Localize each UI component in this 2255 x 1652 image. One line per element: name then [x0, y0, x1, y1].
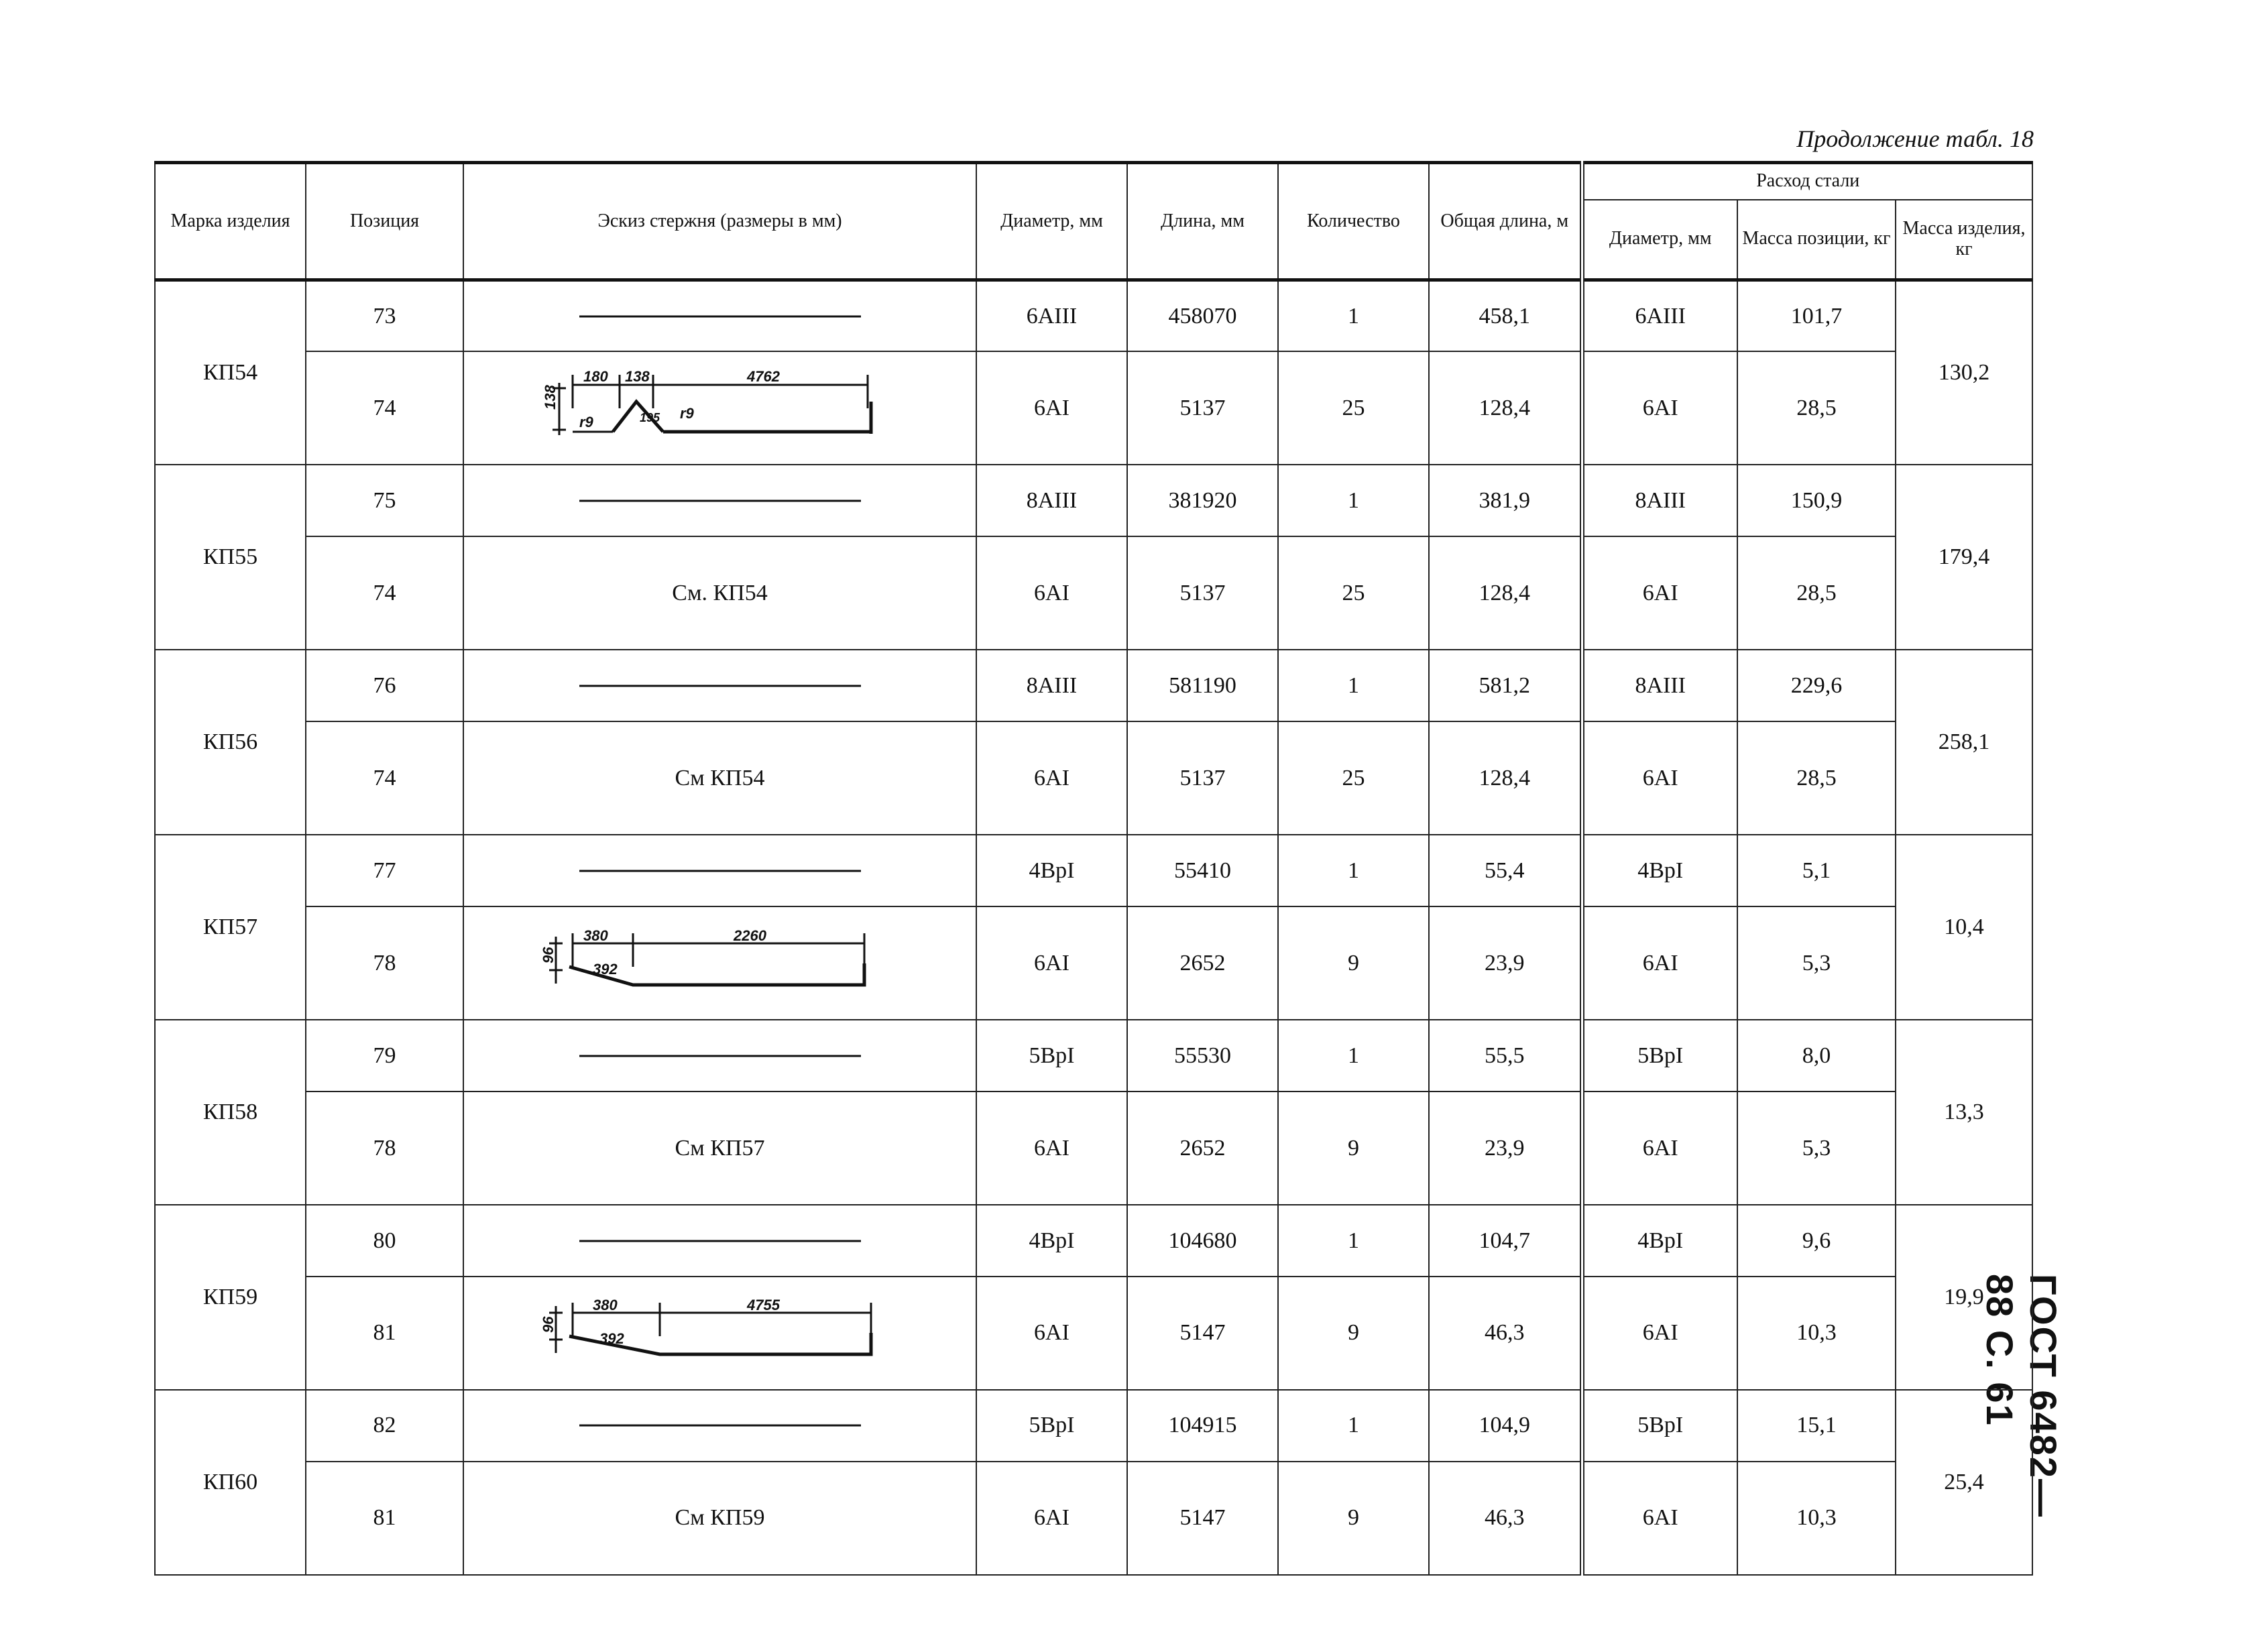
total-length: 23,9: [1429, 906, 1582, 1020]
bar-quantity: 1: [1278, 650, 1429, 721]
position-mass: 28,5: [1737, 721, 1896, 835]
straight-rebar-sketch: [546, 864, 894, 878]
rebar-sketch-cell: [463, 536, 976, 650]
item-mass: 258,1: [1896, 650, 2032, 835]
rebar-sketch-cell: [463, 835, 976, 906]
steel-diameter: 5BpI: [1582, 1020, 1737, 1092]
rebar-sketch-cell: [463, 1020, 976, 1092]
position-number: 74: [306, 721, 463, 835]
rebar-sketch-cell: [463, 906, 976, 1020]
dimension-label: 138: [624, 367, 650, 385]
sketch-reference: См КП59: [675, 1505, 765, 1531]
sketch-reference: См КП54: [675, 765, 765, 790]
bar-diameter: 5BpI: [976, 1390, 1127, 1462]
bar-length: 5147: [1127, 1277, 1278, 1390]
table-row: [155, 280, 2032, 352]
header-length: Длина, мм: [1127, 163, 1278, 280]
bar-length: 581190: [1127, 650, 1278, 721]
table-row: [155, 1390, 2032, 1462]
bar-diameter: 6AI: [976, 536, 1127, 650]
bar-length: 55530: [1127, 1020, 1278, 1092]
dimension-label: 392: [592, 960, 618, 978]
bar-diameter: 6AI: [976, 906, 1127, 1020]
steel-diameter: 6AIII: [1582, 280, 1737, 352]
rebar-sketch-a: [541, 367, 894, 449]
bar-quantity: 1: [1278, 465, 1429, 536]
position-number: 81: [306, 1277, 463, 1390]
item-mass: 179,4: [1896, 465, 2032, 650]
position-mass: 28,5: [1737, 351, 1896, 465]
bar-quantity: 9: [1278, 906, 1429, 1020]
bar-diameter: 4BpI: [976, 835, 1127, 906]
position-mass: 101,7: [1737, 280, 1896, 352]
bar-quantity: 25: [1278, 536, 1429, 650]
bar-length: 5137: [1127, 536, 1278, 650]
bar-quantity: 9: [1278, 1462, 1429, 1575]
position-number: 81: [306, 1462, 463, 1575]
bar-length: 5147: [1127, 1462, 1278, 1575]
rebar-sketch-cell: [463, 1462, 976, 1575]
header-total-length: Общая длина, м: [1429, 163, 1582, 280]
rebar-sketch-cell: [463, 650, 976, 721]
table-caption: Продолжение табл. 18: [1796, 125, 2034, 152]
bar-diameter: 6AI: [976, 351, 1127, 465]
item-mass: 13,3: [1896, 1020, 2032, 1205]
position-mass: 10,3: [1737, 1277, 1896, 1390]
position-number: 79: [306, 1020, 463, 1092]
rebar-sketch-cell: [463, 351, 976, 465]
bar-quantity: 25: [1278, 351, 1429, 465]
total-length: 55,5: [1429, 1020, 1582, 1092]
item-mark: КП55: [155, 465, 306, 650]
position-mass: 28,5: [1737, 536, 1896, 650]
total-length: 104,9: [1429, 1390, 1582, 1462]
bar-quantity: 1: [1278, 1390, 1429, 1462]
reinforcement-table: [154, 161, 2033, 1576]
position-mass: 5,1: [1737, 835, 1896, 906]
dimension-label: 138: [541, 385, 559, 410]
steel-diameter: 4BpI: [1582, 835, 1737, 906]
bar-length: 55410: [1127, 835, 1278, 906]
table-row: [155, 1020, 2032, 1092]
steel-diameter: 6AI: [1582, 1462, 1737, 1575]
item-mark: КП54: [155, 280, 306, 465]
header-steel-consumption: Расход стали: [1582, 163, 2032, 200]
dimension-label: 380: [583, 927, 608, 944]
dimension-label: r9: [679, 404, 694, 422]
position-mass: 8,0: [1737, 1020, 1896, 1092]
table-row: [155, 465, 2032, 536]
item-mark: КП58: [155, 1020, 306, 1205]
total-length: 23,9: [1429, 1092, 1582, 1205]
steel-diameter: 6AI: [1582, 1092, 1737, 1205]
dimension-label: 2260: [733, 927, 766, 944]
total-length: 381,9: [1429, 465, 1582, 536]
table-row: [155, 1205, 2032, 1277]
sketch-reference: См. КП54: [672, 580, 768, 605]
bar-diameter: 6AI: [976, 1092, 1127, 1205]
bar-diameter: 8AIII: [976, 650, 1127, 721]
total-length: 458,1: [1429, 280, 1582, 352]
bar-quantity: 9: [1278, 1277, 1429, 1390]
dimension-label: 96: [539, 947, 557, 963]
bar-length: 381920: [1127, 465, 1278, 536]
table-row: [155, 536, 2032, 650]
position-number: 74: [306, 351, 463, 465]
header-quantity: Количество: [1278, 163, 1429, 280]
dimension-label: r9: [579, 413, 593, 430]
item-mark: КП57: [155, 835, 306, 1020]
dimension-label: 195: [639, 410, 660, 424]
dimension-label: 392: [599, 1330, 624, 1348]
position-number: 77: [306, 835, 463, 906]
header-item-mass: Масса изделия, кг: [1896, 200, 2032, 280]
header-position-mass: Масса позиции, кг: [1737, 200, 1896, 280]
steel-diameter: 6AI: [1582, 906, 1737, 1020]
position-number: 74: [306, 536, 463, 650]
bar-diameter: 6AI: [976, 1462, 1127, 1575]
bar-length: 5137: [1127, 351, 1278, 465]
straight-rebar-sketch: [546, 1419, 894, 1432]
bar-quantity: 1: [1278, 1020, 1429, 1092]
dimension-label: 380: [592, 1297, 618, 1314]
total-length: 104,7: [1429, 1205, 1582, 1277]
straight-rebar-sketch: [546, 494, 894, 508]
position-number: 82: [306, 1390, 463, 1462]
header-steel-diameter: Диаметр, мм: [1582, 200, 1737, 280]
steel-diameter: 6AI: [1582, 351, 1737, 465]
item-mass: 19,9: [1896, 1205, 2032, 1390]
steel-diameter: 6AI: [1582, 536, 1737, 650]
rebar-sketch-cell: [463, 721, 976, 835]
steel-diameter: 6AI: [1582, 721, 1737, 835]
item-mark: КП60: [155, 1390, 306, 1575]
steel-diameter: 8AIII: [1582, 465, 1737, 536]
table-row: [155, 721, 2032, 835]
position-mass: 10,3: [1737, 1462, 1896, 1575]
total-length: 128,4: [1429, 721, 1582, 835]
table-row: [155, 351, 2032, 465]
bar-length: 2652: [1127, 906, 1278, 1020]
bar-diameter: 6AIII: [976, 280, 1127, 352]
position-number: 78: [306, 906, 463, 1020]
table-row: [155, 1277, 2032, 1390]
position-mass: 150,9: [1737, 465, 1896, 536]
bar-length: 458070: [1127, 280, 1278, 352]
item-mass: 10,4: [1896, 835, 2032, 1020]
straight-rebar-sketch: [546, 1234, 894, 1248]
bar-diameter: 6AI: [976, 1277, 1127, 1390]
sketch-reference: См КП57: [675, 1135, 765, 1161]
total-length: 128,4: [1429, 536, 1582, 650]
table-row: [155, 835, 2032, 906]
table-row: [155, 1092, 2032, 1205]
position-mass: 15,1: [1737, 1390, 1896, 1462]
position-number: 80: [306, 1205, 463, 1277]
total-length: 55,4: [1429, 835, 1582, 906]
rebar-sketch-c: [539, 1297, 894, 1366]
position-mass: 5,3: [1737, 906, 1896, 1020]
bar-quantity: 1: [1278, 1205, 1429, 1277]
steel-diameter: 8AIII: [1582, 650, 1737, 721]
rebar-sketch-cell: [463, 1092, 976, 1205]
bar-diameter: 6AI: [976, 721, 1127, 835]
bar-length: 104680: [1127, 1205, 1278, 1277]
position-number: 75: [306, 465, 463, 536]
table-row: [155, 1462, 2032, 1575]
total-length: 581,2: [1429, 650, 1582, 721]
item-mass: 130,2: [1896, 280, 2032, 465]
straight-rebar-sketch: [546, 310, 894, 323]
bar-quantity: 9: [1278, 1092, 1429, 1205]
dimension-label: 4755: [746, 1297, 780, 1314]
bar-diameter: 5BpI: [976, 1020, 1127, 1092]
bar-length: 2652: [1127, 1092, 1278, 1205]
rebar-sketch-cell: [463, 1277, 976, 1390]
header-sketch: Эскиз стержня (размеры в мм): [463, 163, 976, 280]
rebar-sketch-cell: [463, 1205, 976, 1277]
item-mark: КП59: [155, 1205, 306, 1390]
header-mark: Марка изделия: [155, 163, 306, 280]
dimension-label: 4762: [746, 367, 780, 385]
bar-diameter: 4BpI: [976, 1205, 1127, 1277]
bar-quantity: 1: [1278, 835, 1429, 906]
item-mass: 25,4: [1896, 1390, 2032, 1575]
position-number: 73: [306, 280, 463, 352]
rebar-sketch-b: [539, 927, 894, 997]
bar-length: 104915: [1127, 1390, 1278, 1462]
dimension-label: 180: [583, 367, 608, 385]
straight-rebar-sketch: [546, 679, 894, 693]
position-mass: 229,6: [1737, 650, 1896, 721]
item-mark: КП56: [155, 650, 306, 835]
rebar-sketch-cell: [463, 280, 976, 352]
page-side-label: ГОСТ 6482—88 С. 61: [1979, 1274, 2065, 1518]
table-body: [155, 280, 2032, 1576]
rebar-sketch-cell: [463, 465, 976, 536]
straight-rebar-sketch: [546, 1049, 894, 1063]
total-length: 128,4: [1429, 351, 1582, 465]
table-row: [155, 906, 2032, 1020]
total-length: 46,3: [1429, 1277, 1582, 1390]
steel-diameter: 6AI: [1582, 1277, 1737, 1390]
position-mass: 9,6: [1737, 1205, 1896, 1277]
bar-quantity: 25: [1278, 721, 1429, 835]
position-number: 78: [306, 1092, 463, 1205]
rebar-sketch-cell: [463, 1390, 976, 1462]
table-row: [155, 650, 2032, 721]
steel-diameter: 4BpI: [1582, 1205, 1737, 1277]
bar-length: 5137: [1127, 721, 1278, 835]
position-number: 76: [306, 650, 463, 721]
bar-quantity: 1: [1278, 280, 1429, 352]
position-mass: 5,3: [1737, 1092, 1896, 1205]
total-length: 46,3: [1429, 1462, 1582, 1575]
header-diameter: Диаметр, мм: [976, 163, 1127, 280]
bar-diameter: 8AIII: [976, 465, 1127, 536]
steel-diameter: 5BpI: [1582, 1390, 1737, 1462]
dimension-label: 96: [539, 1316, 557, 1334]
header-position: Позиция: [306, 163, 463, 280]
